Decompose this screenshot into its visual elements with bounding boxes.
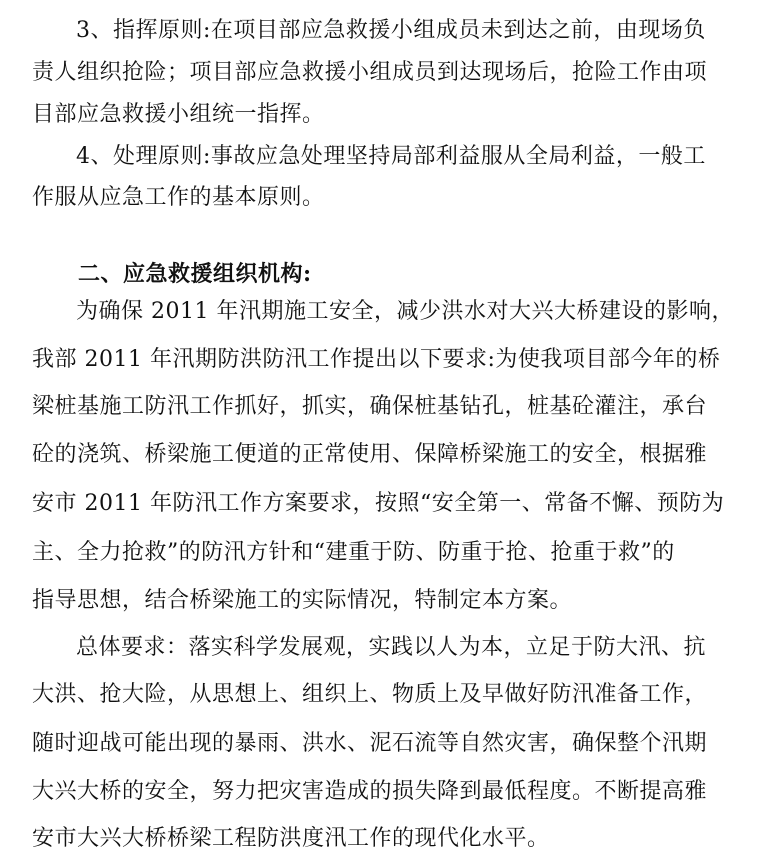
text-line: 随时迎战可能出现的暴雨、洪水、泥石流等自然灾害，确保整个汛期 — [32, 731, 708, 756]
text-line: 大洪、抢大险，从思想上、组织上、物质上及早做好防汛准备工作， — [32, 682, 708, 707]
text-line: 责人组织抢险；项目部应急救援小组成员到达现场后，抢险工作由项 — [32, 60, 708, 85]
text-line: 大兴大桥的安全，努力把灾害造成的损失降到最低程度。不断提高雅 — [32, 779, 708, 804]
text-line: 我部 2011 年汛期防洪防汛工作提出以下要求:为使我项目部今年的桥 — [32, 347, 721, 372]
text-line: 指导思想，结合桥梁施工的实际情况，特制定本方案。 — [32, 588, 573, 613]
text-line: 3、指挥原则:在项目部应急救援小组成员未到达之前，由现场负 — [76, 18, 706, 43]
text-line: 为确保 2011 年汛期施工安全，减少洪水对大兴大桥建设的影响， — [76, 299, 734, 324]
text-line: 梁桩基施工防汛工作抓好，抓实，确保桩基钻孔，桩基砼灌注，承台 — [32, 394, 708, 419]
text-line: 目部应急救援小组统一指挥。 — [32, 102, 325, 127]
text-line: 主、全力抢救”的防汛方针和“建重于防、防重于抢、抢重于救”的 — [32, 540, 675, 565]
text-line: 安市大兴大桥桥梁工程防洪度汛工作的现代化水平。 — [32, 826, 550, 851]
text-line: 总体要求：落实科学发展观，实践以人为本，立足于防大汛、抗 — [76, 635, 707, 660]
text-line: 安市 2011 年防汛工作方案要求，按照“安全第一、常备不懈、预防为 — [32, 491, 725, 516]
section-heading: 二、应急救援组织机构: — [78, 261, 312, 287]
text-line: 作服从应急工作的基本原则。 — [32, 185, 325, 210]
text-line: 砼的浇筑、桥梁施工便道的正常使用、保障桥梁施工的安全，根据雅 — [32, 442, 708, 467]
text-line: 4、处理原则:事故应急处理坚持局部利益服从全局利益，一般工 — [76, 144, 706, 169]
